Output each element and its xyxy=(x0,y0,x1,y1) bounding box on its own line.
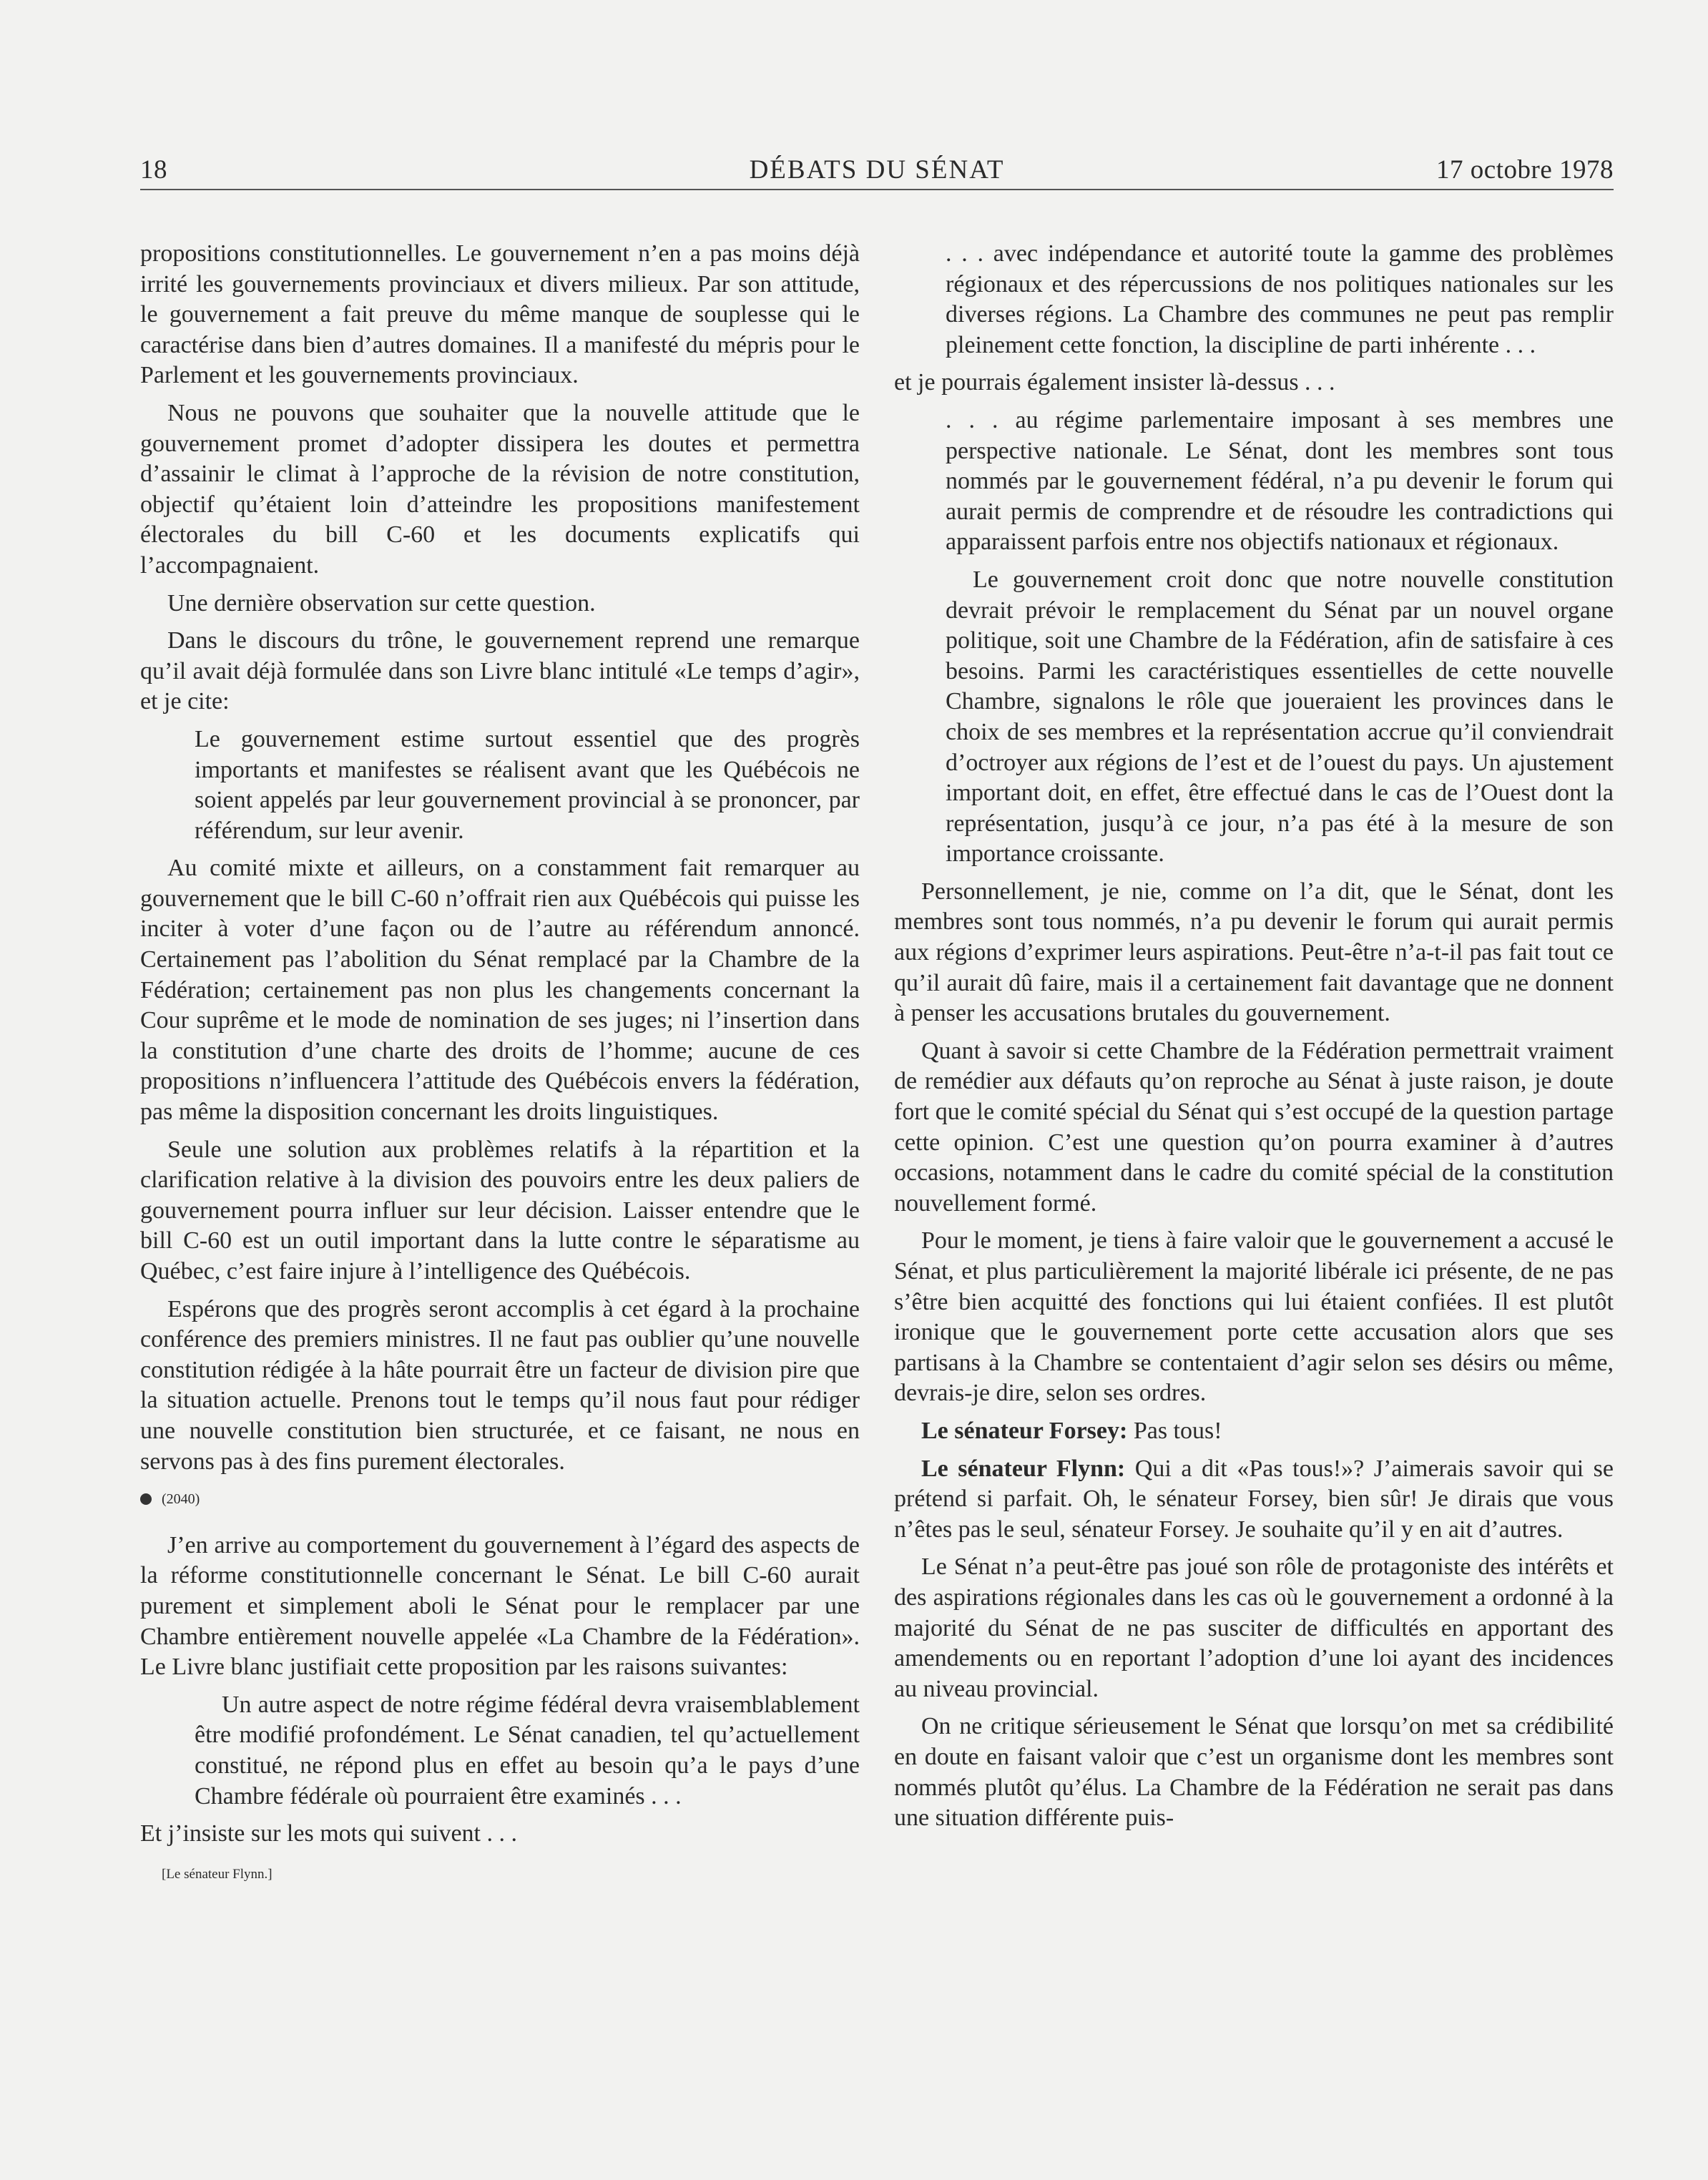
time-marker-text: (2040) xyxy=(162,1491,200,1508)
paragraph: Le Sénat n’a peut-être pas joué son rôle de protagoniste des intérêts et des aspirations régionales dans les cas où le gouvernement a ordonné à la majorité du Sénat de ne pas susciter de difficultés en apportant des amendements ou en reportant l’adoption d’une loi ayant des incidences au niveau provincial. xyxy=(894,1553,1614,1702)
speech-text: Pas tous! xyxy=(1127,1417,1222,1444)
block-quote: . . . au régime parlementaire imposant à ses membres une perspective nationale. Le Sénat, dont les membres sont tous nommés par le gouvernement fédéral, n’a pu devenir le forum qui aurait permis de comprendre et de résoudre les contradictions qui apparaissent parfois entre nos objectifs nationaux et régionaux. xyxy=(946,406,1614,556)
paragraph: Nous ne pouvons que souhaiter que la nouvelle attitude que le gouvernement promet d’adopter dissipera les doutes et permettra d’assainir le climat à l’approche de la révision de notre constitution, objectif qu’étaient loin d’atteindre les propositions manifestement électorales du bill C-60 et les documents explicatifs qui l’accompagnaient. xyxy=(140,399,860,579)
paragraph: Au comité mixte et ailleurs, on a constamment fait remarquer au gouvernement que le bill C-60 n’offrait rien aux Québécois qui puisse les inciter à voter d’une façon ou de l’autre au référendum annoncé. Certainement pas l’abolition du Sénat remplacé par la Chambre de la Fédération; certainement pas non plus les changements concernant la Cour suprême et le mode de nomination de ses juges; ni l’insertion dans la constitution d’une charte des droits de l’homme; aucune de ces propositions n’influencera l’attitude des Québécois envers la fédération, pas même la disposition concernant les droits linguistiques. xyxy=(140,855,860,1126)
speech xyxy=(894,1416,1614,1447)
speech xyxy=(894,1454,1614,1546)
speech-text: Qui a dit «Pas tous!»? J’aimerais savoir qui se prétend si parfait. Oh, le sénateur Forsey, bien sûr! Je dirais que vous n’êtes pas le seul, sénateur Forsey. Je souhaite qu’il y en ait d’autres. xyxy=(894,1455,1614,1543)
page-number: 18 xyxy=(140,155,167,185)
journal-title: DÉBATS DU SÉNAT xyxy=(749,155,1005,185)
speaker-name: Le sénateur Forsey: xyxy=(921,1417,1128,1444)
header-rule xyxy=(140,189,1614,190)
page-header xyxy=(140,154,1614,192)
paragraph: Personnellement, je nie, comme on l’a dit, que le Sénat, dont les membres sont tous nommés, n’a pu devenir le forum qui aurait permis aux régions d’exprimer leurs aspirations. Peut-être n’a-t-il pas fait tout ce qu’il aurait dû faire, mais il a certainement fait davantage que ne donnent à penser les accusations brutales du gouvernement. xyxy=(894,878,1614,1027)
paragraph: J’en arrive au comportement du gouvernement à l’égard des aspects de la réforme constitutionnelle concernant le Sénat. Le bill C-60 aurait purement et simplement aboli le Sénat pour le remplacer par une Chambre entièrement nouvelle appelée «La Chambre de la Fédération». Le Livre blanc justifiait cette proposition par les raisons suivantes: xyxy=(140,1531,860,1681)
block-quote: Un autre aspect de notre régime fédéral devra vraisemblablement être modifié profondément. Le Sénat canadien, tel qu’actuellement constitué, ne répond plus en effet au besoin qu’a le pays d’une Chambre fédérale où pourraient être examinés . . . xyxy=(195,1691,860,1810)
paragraph: Pour le moment, je tiens à faire valoir que le gouvernement a accusé le Sénat, et plus particulièrement la majorité libérale ici présente, de ne pas s’être bien acquitté des fonctions qui lui étaient confiées. Il est plutôt ironique que le gouvernement porte cette accusation alors que ses partisans à la Chambre se contentaient d’agir selon ses désirs ou même, devrais-je dire, selon ses ordres. xyxy=(894,1227,1614,1407)
time-marker xyxy=(140,1484,860,1515)
right-column xyxy=(894,239,1614,1841)
paragraph: Seule une solution aux problèmes relatifs à la répartition et la clarification relative à la division des pouvoirs entre les deux paliers de gouvernement pourra influer sur leur décision. Laisser entendre que le bill C-60 est un outil important dans la lutte contre le séparatisme au Québec, c’est faire injure à l’intelligence des Québécois. xyxy=(140,1136,860,1285)
block-quote: Le gouvernement croit donc que notre nouvelle constitution devrait prévoir le remplacement du Sénat par un nouvel organe politique, soit une Chambre de la Fédération, afin de satisfaire à ces besoins. Parmi les caractéristiques essentielles de cette nouvelle Chambre, signalons le rôle que joueraient les provinces dans le choix de ses membres et la représentation accrue qu’il conviendrait d’octroyer aux régions de l’est et de l’ouest du pays. Un ajustement important doit, en effet, être effectué dans le cas de l’Ouest dont la représentation, jusqu’à ce jour, n’a pas été à la mesure de son importance croissante. xyxy=(946,566,1614,868)
paragraph: Et j’insiste sur les mots qui suivent . . . xyxy=(140,1820,517,1847)
speaker-name: Le sénateur Flynn: xyxy=(921,1455,1126,1482)
left-column xyxy=(140,239,860,1890)
paragraph: Une dernière observation sur cette question. xyxy=(167,589,596,617)
paragraph: propositions constitutionnelles. Le gouvernement n’en a pas moins déjà irrité les gouvernements provinciaux et divers milieux. Par son attitude, le gouvernement a fait preuve du même manque de souplesse qui le caractérise dans bien d’autres domaines. Il a manifesté du mépris pour le Parlement et les gouvernements provinciaux. xyxy=(140,240,860,389)
paragraph: Espérons que des progrès seront accomplis à cet égard à la prochaine conférence des premiers ministres. Il ne faut pas oublier qu’une nouvelle constitution rédigée à la hâte pourrait être un facteur de division pire que la situation actuelle. Prenons tout le temps qu’il nous faut pour rédiger une nouvelle constitution bien structurée, et ce faisant, ne nous en servons pas à des fins purement électorales. xyxy=(140,1295,860,1475)
paragraph: On ne critique sérieusement le Sénat que lorsqu’on met sa crédibilité en doute en faisant valoir que c’est un organisme dont les membres sont nommés plutôt qu’élus. La Chambre de la Fédération ne serait pas dans une situation différente puis- xyxy=(894,1713,1614,1832)
paragraph: et je pourrais également insister là-dessus . . . xyxy=(894,369,1335,396)
paragraph: Quant à savoir si cette Chambre de la Fédération permettrait vraiment de remédier aux défauts qu’on reproche au Sénat à juste raison, je doute fort que le comité spécial du Sénat qui s’est occupé de la question partage cette opinion. C’est une question qu’on pourra examiner à d’autres occasions, notamment dans le cadre du comité spécial de la constitution nouvellement formé. xyxy=(894,1037,1614,1217)
issue-date: 17 octobre 1978 xyxy=(1436,155,1614,185)
block-quote: . . . avec indépendance et autorité toute la gamme des problèmes régionaux et des répercussions de nos politiques nationales sur les diverses régions. La Chambre des communes ne peut pas remplir pleinement cette fonction, la discipline de parti inhérente . . . xyxy=(946,240,1614,358)
bullet-icon xyxy=(140,1493,152,1505)
block-quote: Le gouvernement estime surtout essentiel que des progrès importants et manifestes se réalisent avant que les Québécois ne soient appelés par leur gouvernement provincial à se prononcer, par référendum, sur leur avenir. xyxy=(195,725,860,844)
paragraph: Dans le discours du trône, le gouvernement reprend une remarque qu’il avait déjà formulée dans son Livre blanc intitulé «Le temps d’agir», et je cite: xyxy=(140,627,860,715)
speaker-tag: [Le sénateur Flynn.] xyxy=(162,1866,273,1882)
